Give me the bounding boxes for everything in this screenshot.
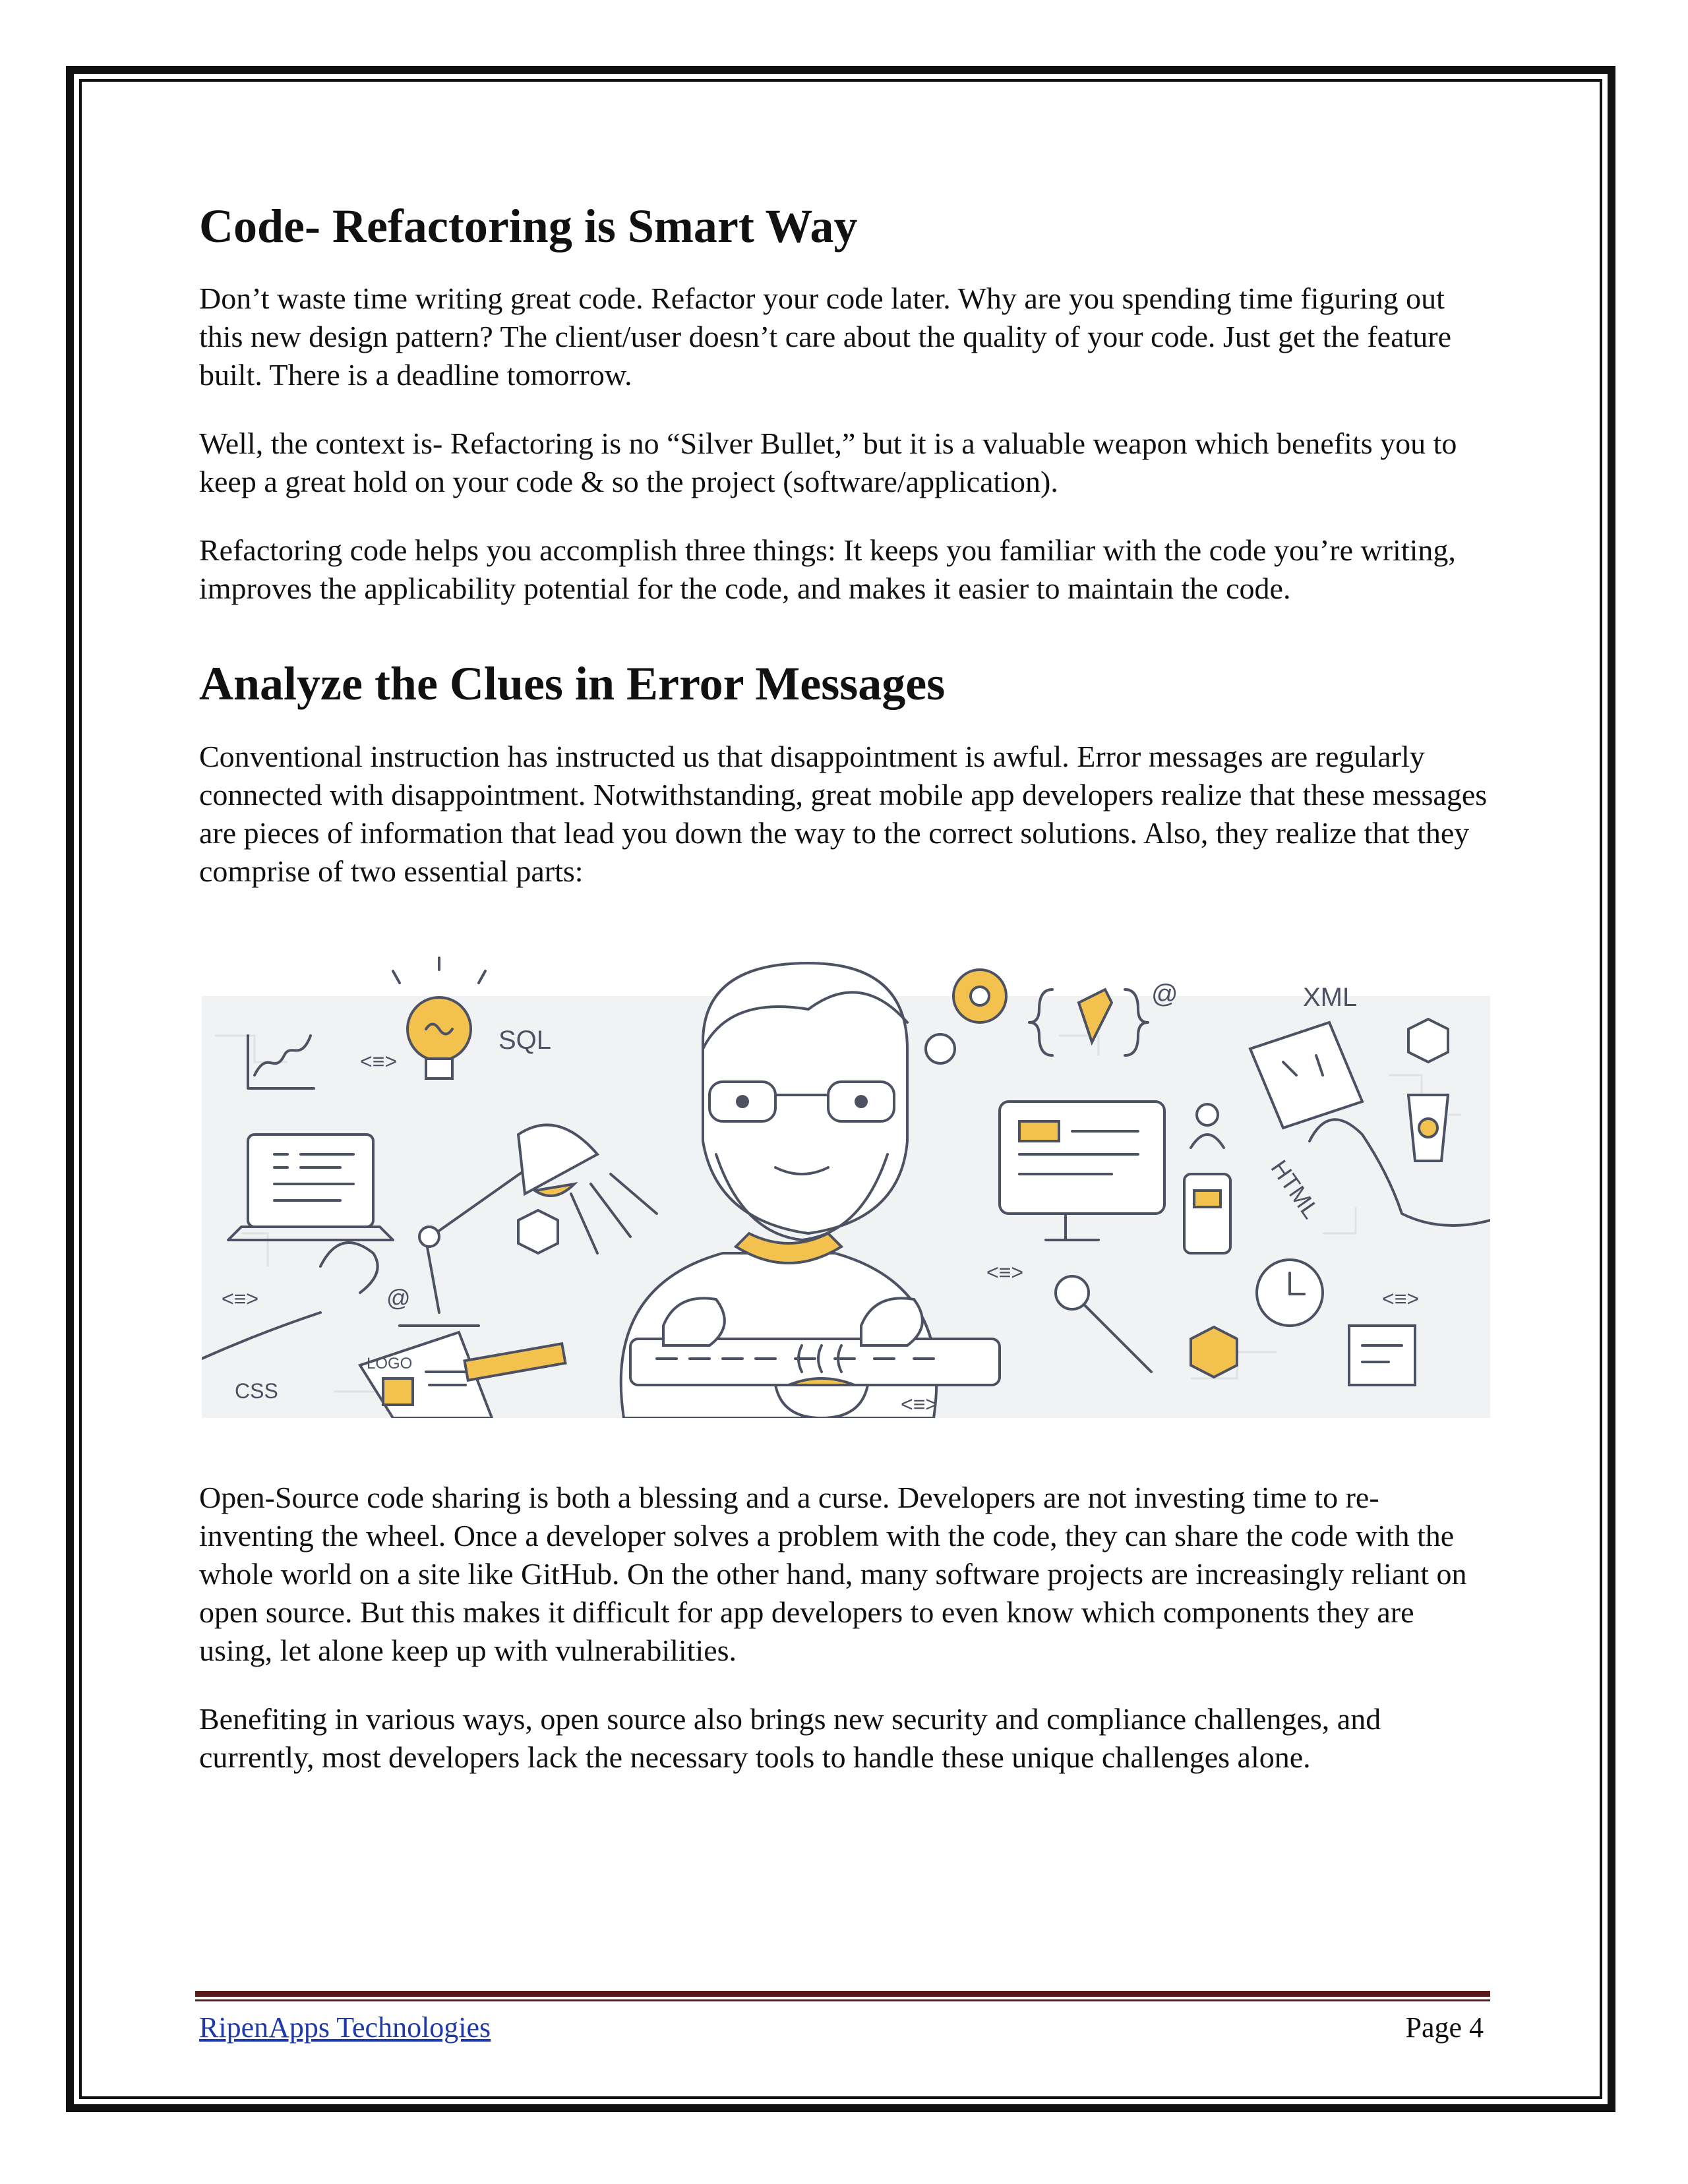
footer-rule: [195, 1999, 1490, 2001]
code-tag-label: <≡>: [1382, 1286, 1420, 1311]
sql-label: SQL: [498, 1025, 552, 1055]
page-number: Page 4: [1405, 2011, 1484, 2044]
paragraph: Benefiting in various ways, open source also brings new security and compliance challenges, and currently, most developers lack the necessary tools to handle these unique challenges alone.: [199, 1701, 1381, 1774]
code-document-icon: [1349, 1326, 1415, 1385]
paragraph: Conventional instruction has instructed us that disappointment is awful. Error messages are regularly connected with disappointment. Notwithstanding, great mobile app developers realize that these messages are pieces of information that lead you down the way to the correct solutions. Also, they realize that they comprise of two essential parts:: [199, 739, 1488, 888]
section-heading-error-messages: Analyze the Clues in Error Messages: [199, 657, 946, 711]
paragraph: Well, the context is- Refactoring is no “Silver Bullet,” but it is a valuable weapon which benefits you to keep a great hold on your code & so the project (software/application).: [199, 427, 1457, 499]
clock-icon: [1257, 1260, 1323, 1326]
section-heading-refactoring: Code- Refactoring is Smart Way: [199, 200, 858, 252]
code-tag-label: <≡>: [986, 1260, 1024, 1284]
code-tag-label: <≡>: [360, 1049, 398, 1073]
footer-company-link[interactable]: RipenApps Technologies: [199, 2011, 491, 2044]
logo-label: LOGO: [367, 1354, 413, 1372]
at-symbol-label: @: [386, 1284, 411, 1311]
illustration-svg: [202, 957, 1490, 1418]
css-label: CSS: [235, 1378, 278, 1403]
phone-icon: [1184, 1174, 1230, 1253]
html-label: HTML: [1265, 1154, 1325, 1224]
paragraph: Open-Source code sharing is both a blessing and a curse. Developers are not investing time to re-inventing the wheel. Once a developer solves a problem with the code, they can share the code with the whole world on a site like GitHub. On the other hand, many software projects are increasingly reliant on open source. But this makes it difficult for app developers to even know which components they are using, let alone keep up with vulnerabilities.: [199, 1480, 1467, 1667]
document-content: [199, 185, 1492, 1777]
paragraph: Refactoring code helps you accomplish three things: It keeps you familiar with the code you’re writing, improves the applicability potential for the code, and makes it easier to maintain the code.: [199, 533, 1456, 606]
cube-icon: [1191, 1327, 1237, 1377]
code-tag-label: <≡>: [901, 1392, 938, 1416]
developer-doodle-illustration: [202, 957, 1490, 1418]
at-symbol-label: @: [1151, 979, 1178, 1009]
cube-icon: [1408, 1019, 1448, 1062]
laptop-icon: [228, 1135, 393, 1240]
cube-icon: [518, 1210, 558, 1253]
footer-rule: [195, 1991, 1490, 1997]
coffee-to-go-icon: [1408, 1095, 1448, 1161]
xml-label: XML: [1303, 982, 1358, 1012]
code-tag-label: <≡>: [222, 1286, 259, 1311]
paragraph: Don’t waste time writing great code. Refactor your code later. Why are you spending time figuring out this new design pattern? The client/user doesn’t care about the quality of your code. Just get the feature built. There is a deadline tomorrow.: [199, 281, 1452, 392]
